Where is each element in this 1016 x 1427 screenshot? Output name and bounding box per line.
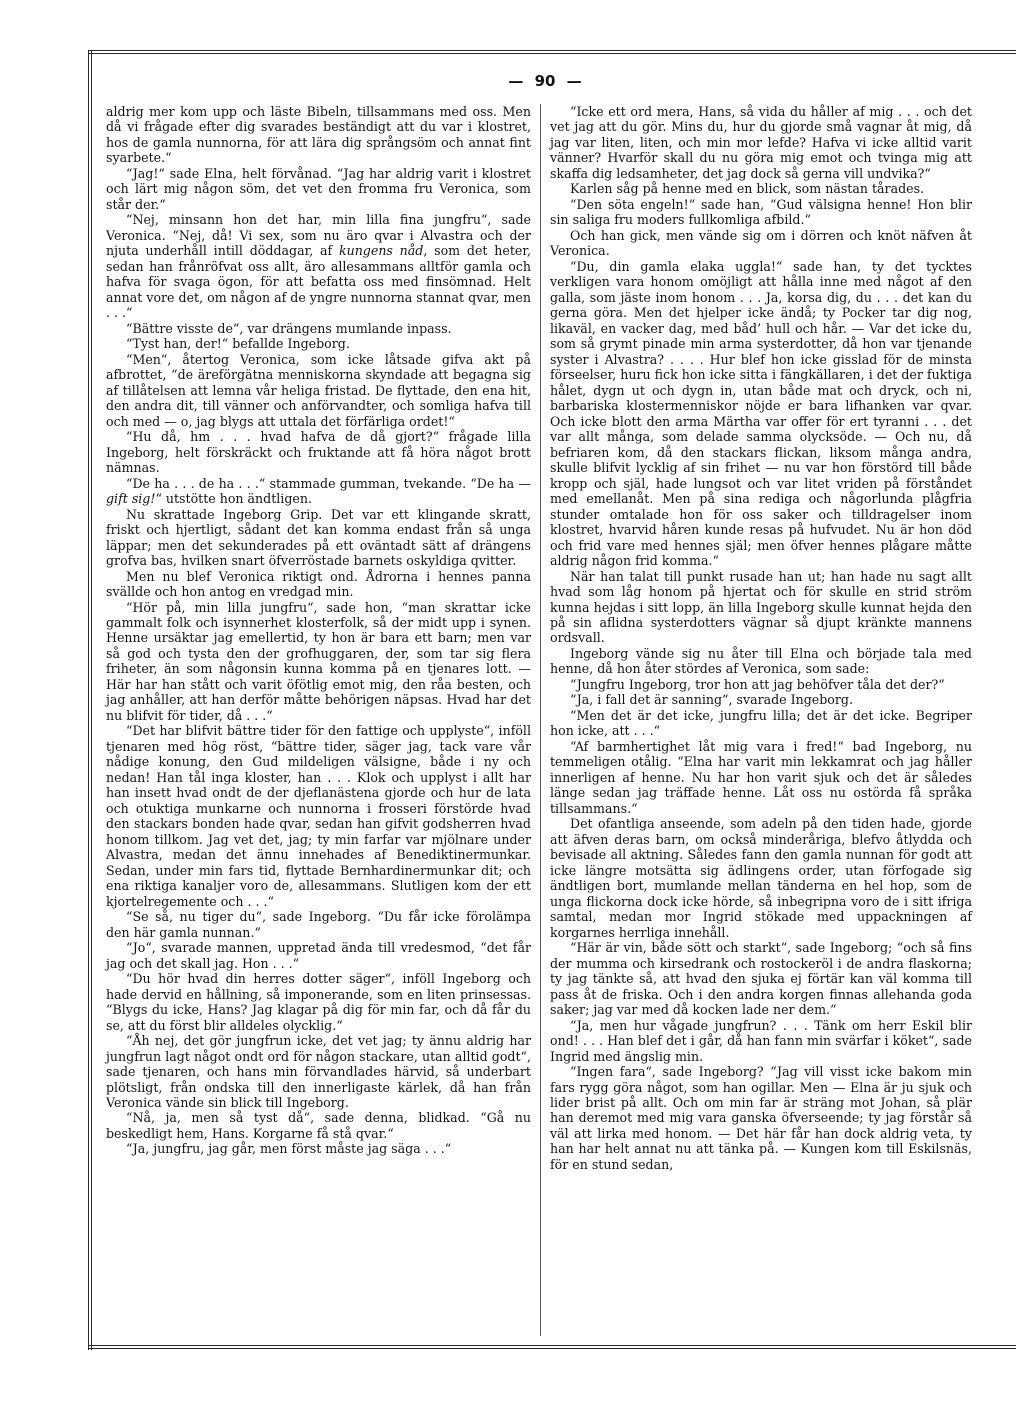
paragraph: “Tyst han, der!“ befallde Ingeborg. [126, 336, 350, 352]
paragraph: “Nej, minsann hon det har, min lilla fina jungfru“, sade Veronica. “Nej, då! Vi sex, som nu äro qvar i Alvastra och der njuta underhåll intill döddagar, af kungens nåd, som det heter, sedan han frånröfvat oss allt, äro allesammans alltför gamla och hafva för svaga ögon, för att befatta oss med finsömnad. Helt annat vore det, om någon af de yngre nunnorna stannat qvar, men . . .“ [106, 212, 531, 321]
left-column [106, 104, 531, 1157]
paragraph: “Åh nej, det gör jungfrun icke, det vet jag; ty ännu aldrig har jungfrun lagt något ondt ord för någon stackare, utan alltid godt“, sade tjenaren, och hans min förvandlades härvid, så underbart plötsligt, från ondska till den innerligaste kärlek, då han från Veronica vände sin blick till Ingeborg. [106, 1033, 531, 1110]
paragraph: Det ofantliga anseende, som adeln på den tiden hade, gjorde att äfven deras barn, om också minderåriga, blefvo åtlydda och bevisade all aktning. Således fann den gamla nunnan för godt att icke längre motsätta sig ädlingens order, utan förfogade sig ändtligen bort, mumlande mellan tänderna en hel hop, som de unga flickorna dock icke hörde, så inbegripna voro de i sitt ifriga samtal, medan mor Ingrid stökade med uppackningen af korgarnes herrliga innehåll. [550, 816, 972, 940]
emphasis: kungens nåd [338, 243, 424, 259]
paragraph: “Bättre visste de“, var drängens mumlande inpass. [126, 320, 452, 336]
paragraph: Nu skrattade Ingeborg Grip. Det var ett klingande skratt, friskt och hjertligt, sådant det kan komma endast från så unga läppar; men det sekunderades på ett oväntadt sätt af drängens grofva bas, hvilken snart öfverröstade barnets oskyldiga qvitter. [106, 506, 531, 569]
paragraph: När han talat till punkt rusade han ut; han hade nu sagt allt hvad som låg honom på hjertat och för skulle en strid ström kunna hejdas i sitt lopp, än lilla Ingeborg skulle kunnat hejda den på sin aflidna systerdotters vägnar så djupt kränkte mannens ordsvall. [550, 568, 972, 646]
top-border-rule [88, 50, 1016, 51]
paragraph: “Icke ett ord mera, Hans, så vida du håller af mig . . . och det vet jag att du gör. Mins du, hur du gjorde små vagnar åt mig, då jag var liten, liten, och min mor lefde? Hafva vi icke alltid varit vänner? Hvarför skall du nu göra mig emot och tvinga mig att skaffa dig ledsamheter, det jag dock så gerna vill undvika?“ [550, 104, 972, 181]
left-border-rule [88, 50, 89, 1350]
paragraph: “Ja, i fall det är sanning“, svarade Ingeborg. [570, 692, 853, 708]
paragraph: Ingeborg vände sig nu åter till Elna och började tala med henne, då hon åter stördes af Veronica, som sade: [550, 645, 972, 677]
page-header: — 90 — [508, 72, 582, 90]
paragraph: “Den söta engeln!“ sade han, “Gud välsigna henne! Hon blir sin saliga fru moders fullkomliga afbild.“ [550, 196, 972, 228]
column-divider [540, 104, 541, 1336]
paragraph: “Du, din gamla elaka uggla!“ sade han, ty det tycktes verkligen vara honom omöjligt att hålla inne med något af den galla, som jäste inom honom . . . Ja, korsa dig, du . . . det kan du gerna göra. Men det hjelper icke ändå; ty Pocker tar dig nog, likaväl, en vacker dag, med båd’ hull och hår. — Var det icke du, som så grymt pinade min arma systerdotter, då hon var tjenande syster i Alvastra? . . . . Hur blef hon icke gisslad för de minsta förseelser, huru fick hon icke sitta i fängkällaren, i det der fuktiga hålet, dygn ut och dygn in, utan både mat och dryck, och ni, barbariska klostermenniskor nöjde er bara lifhanken var qvar. Och icke blott den arma Märtha var offer för ert tyranni . . . det var allt många, som delade samma olycksöde. — Och nu, då befriaren kom, då den stackars flickan, liksom många andra, skulle blifvit lycklig af sin frihet — nu var hon förstörd till både kropp och själ, hade lungsot och var litet vriden på förståndet med emellanåt. Men på sina rediga och någorlunda plågfria stunder omtalade hon för oss saker och tilldragelser inom klostret, hvarvid håren kunde resas på hufvudet. Nu är hon död och frid vare med hennes själ; men öfver hennes plågare måtte aldrig någon frid komma.“ [550, 258, 972, 569]
paragraph: “Ja, jungfru, jag går, men först måste jag säga . . .“ [126, 1141, 452, 1157]
paragraph: “De ha . . . de ha . . .“ stammade gumman, tvekande. “De ha — gift sig!“ utstötte hon ändtligen. [106, 475, 531, 507]
left-border-rule-inner [91, 50, 92, 1350]
paragraph: Men nu blef Veronica riktigt ond. Ådrorna i hennes panna svällde och hon antog en vredgad min. [106, 568, 531, 600]
page-number: 90 [534, 72, 556, 90]
paragraph: “Se så, nu tiger du“, sade Ingeborg. “Du får icke förolämpa den här gamla nunnan.“ [106, 909, 531, 940]
paragraph: “Jo“, svarade mannen, uppretad ända till vredesmod, “det får jag och det skall jag. Hon . . .“ [106, 940, 531, 971]
paragraph: Och han gick, men vände sig om i dörren och knöt näfven åt Veronica. [550, 227, 972, 259]
paragraph: “Här är vin, både sött och starkt“, sade Ingeborg; “och så fins der mumma och kirsedrank och rostockeröl i de andra flaskorna; ty jag tänkte så, att hvad den sjuka ej förtär kan väl komma till pass åt de friska. Och i den andra korgen finnas allehanda goda saker; jag var med då kocken lade ner dem.“ [550, 940, 972, 1018]
paragraph: Karlen såg på henne med en blick, som nästan tårades. [570, 181, 925, 197]
paragraph: “Du hör hvad din herres dotter säger“, inföll Ingeborg och hade dervid en hållning, så imponerande, som en liten prinsessas. “Blygs du icke, Hans? Jag klagar på dig för min far, och då får du se, att du först blir alldeles olycklig.“ [106, 971, 531, 1033]
paragraph: “Det har blifvit bättre tider för den fattige och upplyste“, inföll tjenaren med hög röst, “bättre tider, säger jag, tack vare vår nådige konung, den Gud mildeligen välsigne, både i ny och nedan! Han tål inga kloster, han . . . Klok och upplyst i allt har han insett hvad ondt de der djeflanästena gjorde och hur de lata och otuktiga munkarne och nunnorna i frosseri förstörde hvad den stackars bonden hade qvar, sedan han gifvit godsherren hvad honom tillkom. Jag vet det, jag; ty min farfar var mjölnare under Alvastra, medan det ännu innehades af Benediktinermunkar. Sedan, under min fars tid, flyttade Bernhardinermunkar dit; och ena riktiga kanaljer voro de, allesammans. Slutligen kom der ett kjortelregemente och . . .“ [106, 723, 531, 909]
paragraph: “Af barmhertighet låt mig vara i fred!“ bad Ingeborg, nu temmeligen otålig. “Elna har varit min lekkamrat och jag håller innerligen af henne. Nu har hon varit sjuk och det är således länge sedan jag träffade henne. Låt oss nu ostörda få språka tillsammans.“ [550, 738, 972, 816]
paragraph: “Men“, återtog Veronica, som icke låtsade gifva akt på afbrottet, “de äreförgätna menniskorna skyndade att begagna sig af tillåtelsen att lemna vår heliga fristad. De flyttade, den ena hit, den andra dit, till vänner och anförvandter, och somliga hafva till och med — o, jag blygs att uttala det förfärliga ordet!“ [106, 351, 531, 429]
paragraph: “Nå, ja, men så tyst då“, sade denna, blidkad. “Gå nu beskedligt hem, Hans. Korgarne få stå qvar.“ [106, 1110, 531, 1141]
bottom-border-rule [88, 1345, 1016, 1346]
paragraph: aldrig mer kom upp och läste Bibeln, tillsammans med oss. Men då vi frågade efter dig svarades beständigt att du var i klostret, hos de gamla nunnorna, för att lära dig språngsöm och annat fint syarbete.“ [106, 104, 531, 166]
top-border-rule-inner [88, 53, 1016, 54]
right-column [550, 104, 972, 1172]
paragraph: “Jungfru Ingeborg, tror hon att jag behöfver tåla det der?“ [570, 676, 945, 692]
paragraph: “Ingen fara“, sade Ingeborg? “Jag vill visst icke bakom min fars rygg göra något, som han ogillar. Men — Elna är ju sjuk och lider brist på allt. Och om min far är sträng mot Johan, så plär han deremot med mig vara ganska öfverseende; ty jag förstår så väl att lirka med honom. — Det här får han dock aldrig veta, ty han har helt annat nu att tänka på. — Kungen kom till Eskilsnäs, för en stund sedan, [550, 1064, 972, 1172]
paragraph: “Men det är det icke, jungfru lilla; det är det icke. Begriper hon icke, att . . .“ [550, 707, 972, 739]
bottom-border-rule-inner [88, 1348, 1016, 1349]
paragraph: “Hör på, min lilla jungfru“, sade hon, “man skrattar icke gammalt folk och isynnerhet klosterfolk, så der midt upp i synen. Henne ursäktar jag emellertid, ty hon är bara ett barn; men var så god och tysta den der grofhuggaren, der, som tar sig flera friheter, än som någonsin kunna komma på en tjenares lott. — Här har han stått och varit öfötlig emot mig, den råa besten, och jag anhåller, att han derför måtte behörigen näpsas. Hvad har det nu blifvit för tider, då . . .“ [106, 599, 531, 723]
paragraph: “Jag!“ sade Elna, helt förvånad. “Jag har aldrig varit i klostret och lärt mig någon söm, det vet den fromma fru Veronica, som står der.“ [106, 165, 531, 212]
paragraph: “Hu då, hm . . . hvad hafva de då gjort?“ frågade lilla Ingeborg, helt förskräckt och fruktande att få höra något brott nämnas. [106, 429, 531, 476]
emphasis: gift sig! [106, 491, 156, 507]
paragraph: “Ja, men hur vågade jungfrun? . . . Tänk om herr Eskil blir ond! . . . Han blef det i går, då han fann min svärfar i köket“, sade Ingrid med ängslig min. [550, 1017, 972, 1064]
